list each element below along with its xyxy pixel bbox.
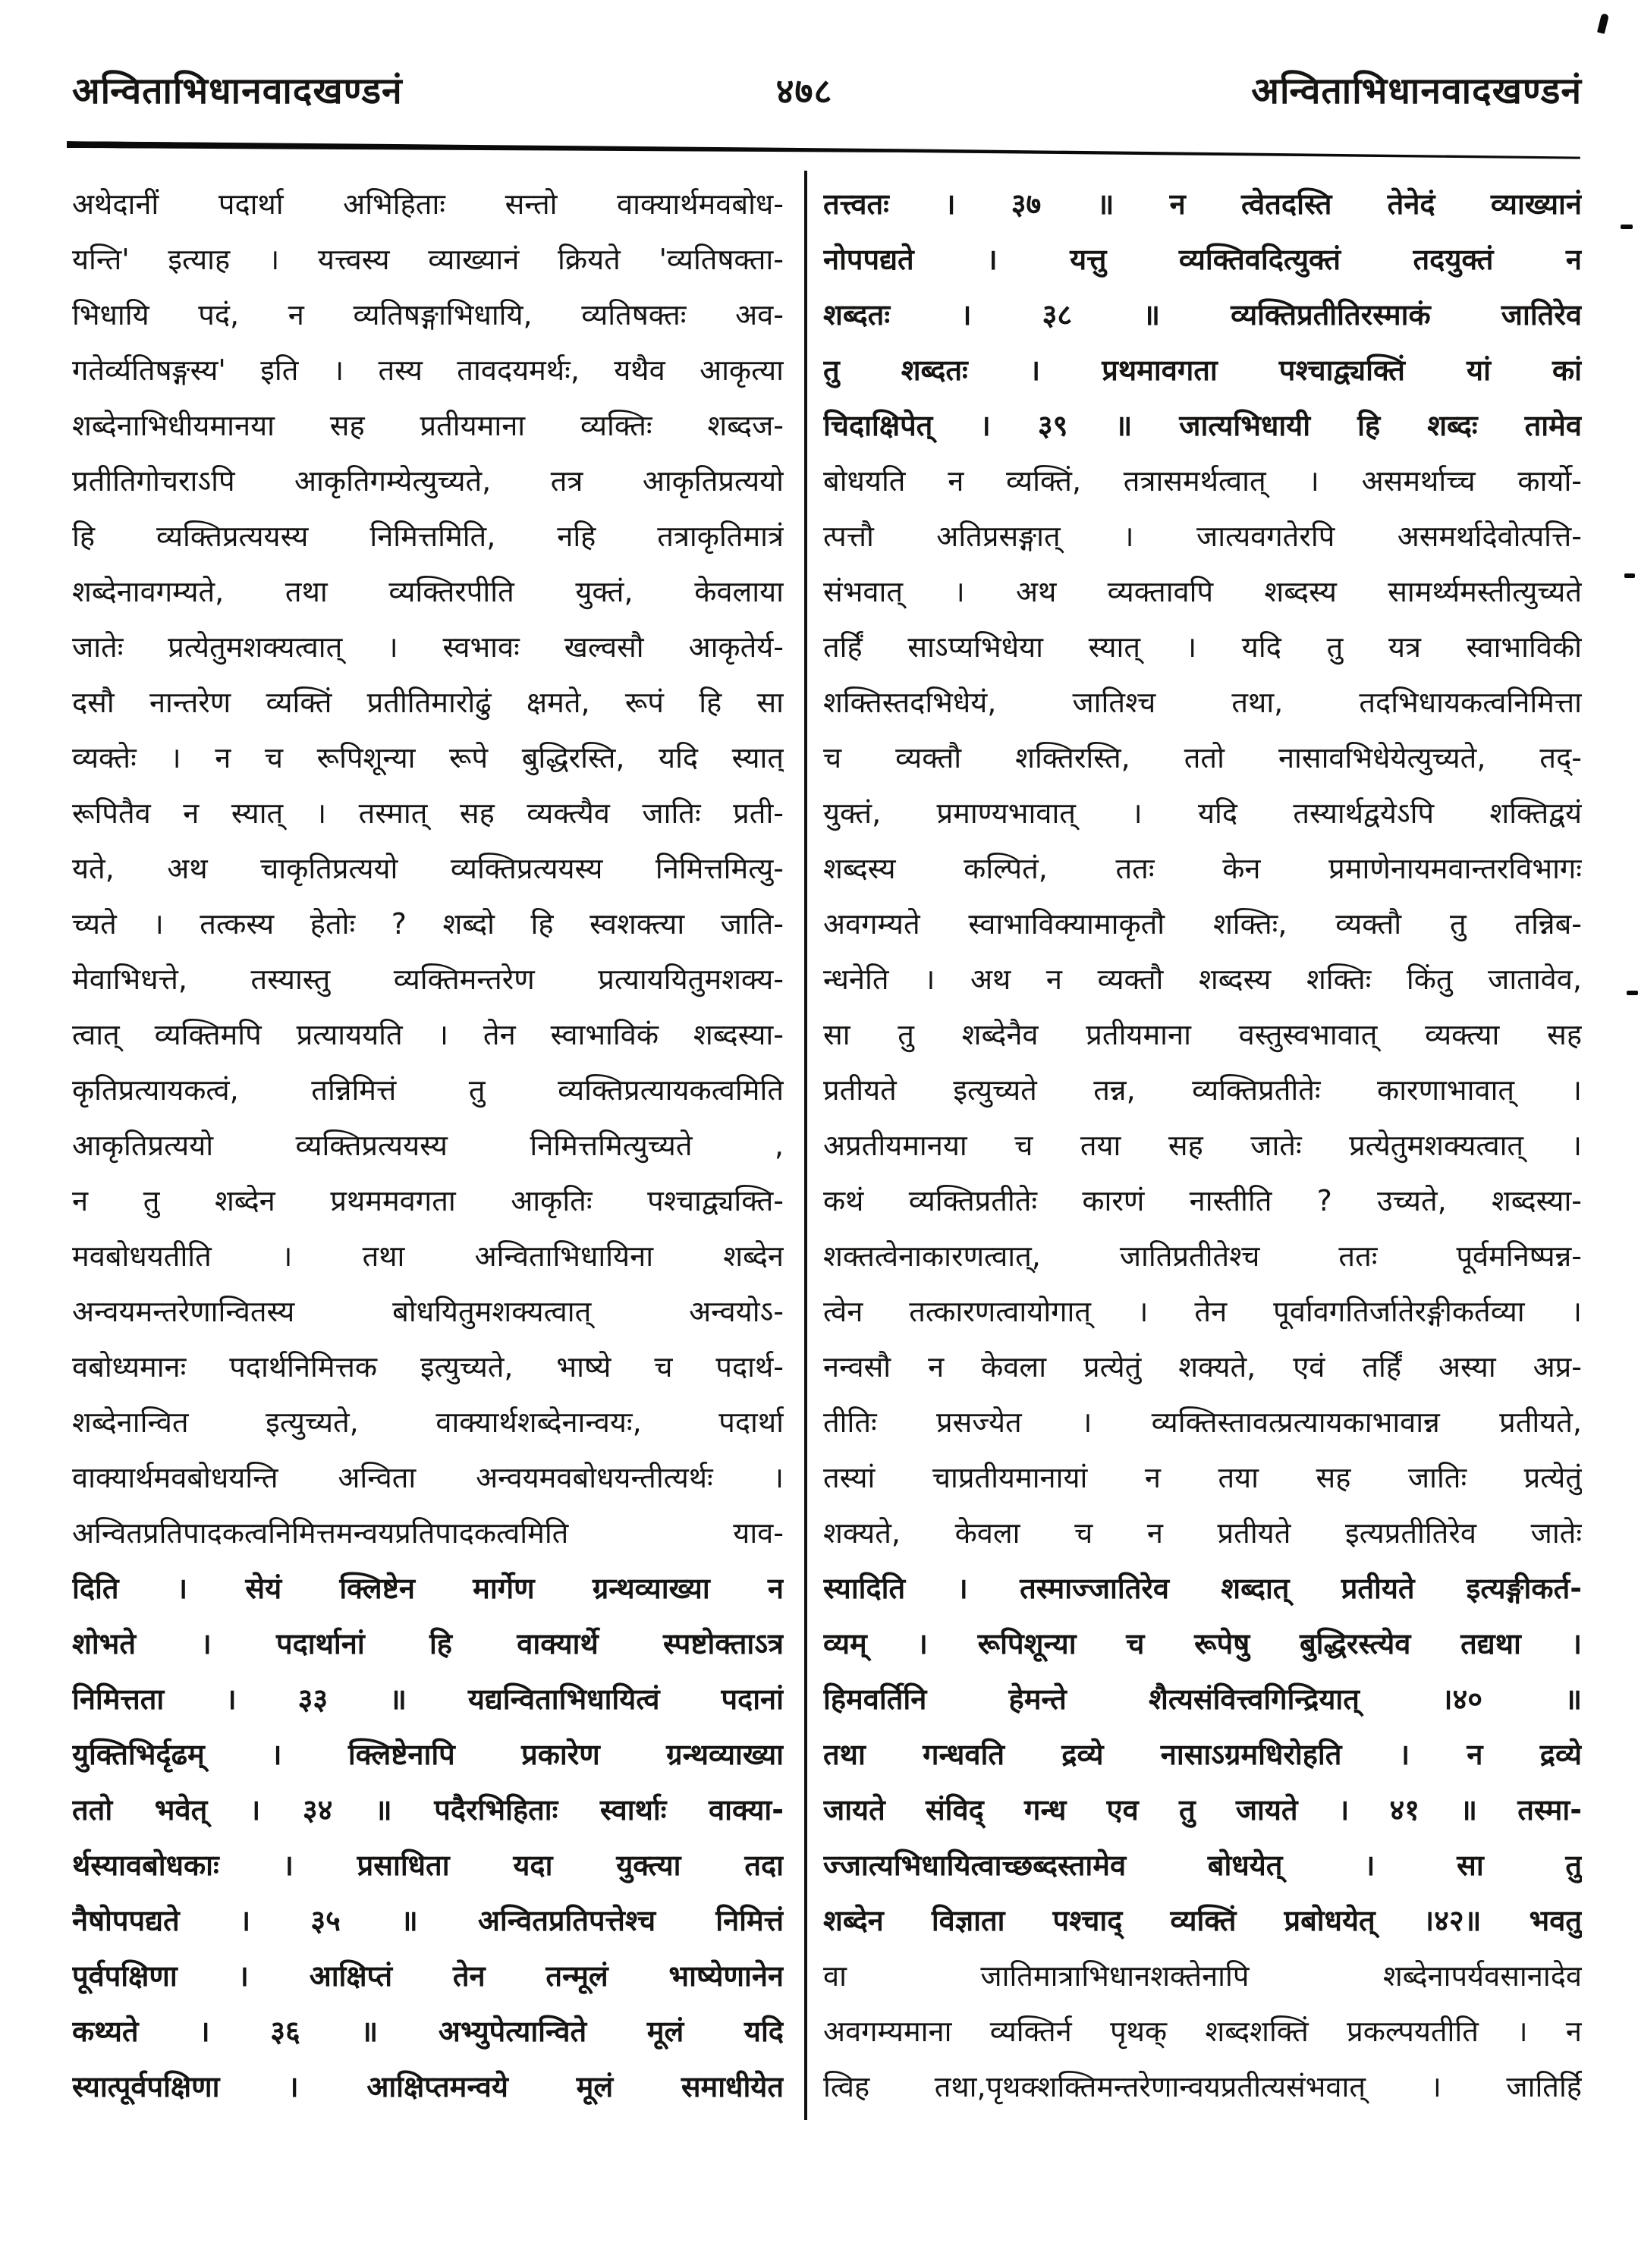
- text-line: न तु शब्देन प्रथममवगता आकृतिः पश्चाद्व्यक्ति-: [72, 1184, 784, 1217]
- text-line: शोभते । पदार्थानां हि वाक्यार्थे स्पष्टोक्ताऽत्र: [72, 1627, 784, 1660]
- text-line: र्थस्यावबोधकाः । प्रसाधिता यदा युक्त्या तदा: [72, 1849, 784, 1882]
- text-line: आकृतिप्रत्ययो व्यक्तिप्रत्ययस्य निमित्तमित्युच्यते ,: [72, 1129, 784, 1162]
- text-line: शक्तिस्तदभिधेयं, जातिश्च तथा, तदभिधायकत्वनिमित्ता: [823, 686, 1582, 719]
- text-line: स्यादिति । तस्माज्जातिरेव शब्दात् प्रतीयते इत्यङ्गीकर्त-: [823, 1572, 1582, 1605]
- text-line: तस्यां चाप्रतीयमानायां न तया सह जातिः प्रत्येतुं: [823, 1461, 1582, 1494]
- text-line: तीतिः प्रसज्येत । व्यक्तिस्तावत्प्रत्यायकाभावान्न प्रतीयते,: [823, 1406, 1582, 1439]
- text-line: शब्दस्य कल्पितं, ततः केन प्रमाणेनायमवान्तरविभागः: [823, 852, 1582, 885]
- text-line: गतेर्व्यतिषङ्गस्य' इति । तस्य तावदयमर्थः, यथैव आकृत्या: [72, 353, 784, 387]
- text-line: संभवात् । अथ व्यक्तावपि शब्दस्य सामर्थ्यमस्तीत्युच्यते: [823, 575, 1582, 608]
- text-line: अथेदानीं पदार्था अभिहिताः सन्तो वाक्यार्थमवबोध-: [72, 187, 784, 221]
- text-line: च व्यक्तौ शक्तिरस्ति, ततो नासावभिधेयेत्युच्यते, तद्-: [823, 741, 1582, 774]
- scan-speck: [1597, 13, 1609, 34]
- header-title-left: अन्विताभिधानवादखण्डनं: [72, 70, 403, 112]
- text-line: अप्रतीयमानया च तया सह जातेः प्रत्येतुमशक्यत्वात् ।: [823, 1129, 1582, 1162]
- text-line: दिति । सेयं क्लिष्टेन मार्गेण ग्रन्थव्याख्या न: [72, 1572, 784, 1605]
- text-line: शक्यते, केवला च न प्रतीयते इत्यप्रतीतिरेव जातेः: [823, 1516, 1582, 1550]
- text-line: दसौ नान्तरेण व्यक्तिं प्रतीतिमारोढुं क्षमते, रूपं हि सा: [72, 686, 784, 719]
- left-column: [72, 177, 784, 2115]
- column-divider: [804, 171, 807, 2120]
- text-line: रूपितैव न स्यात् । तस्मात् सह व्यक्त्यैव जातिः प्रती-: [72, 796, 784, 830]
- text-line: चिदाक्षिपेत् । ३९ ॥ जात्यभिधायी हि शब्दः तामेव: [823, 409, 1582, 442]
- text-line: बोधयति न व्यक्तिं, तत्रासमर्थत्वात् । असमर्थाच्च कार्यो-: [823, 464, 1582, 498]
- text-line: शक्तत्वेनाकारणत्वात्, जातिप्रतीतेश्च ततः पूर्वमनिष्पन्न-: [823, 1239, 1582, 1273]
- page-number: ४७८: [775, 71, 833, 112]
- text-line: मवबोधयतीति । तथा अन्विताभिधायिना शब्देन: [72, 1239, 784, 1273]
- text-line: यते, अथ चाकृतिप्रत्ययो व्यक्तिप्रत्ययस्य निमित्तमित्यु-: [72, 852, 784, 885]
- text-line: भिधायि पदं, न व्यतिषङ्गाभिधायि, व्यतिषक्तः अव-: [72, 298, 784, 331]
- text-line: पूर्वपक्षिणा । आक्षिप्तं तेन तन्मूलं भाष्येणानेन: [72, 1959, 784, 1993]
- text-line: नन्वसौ न केवला प्रत्येतुं शक्यते, एवं तर्हिं अस्या अप्र-: [823, 1350, 1582, 1384]
- text-line: कथ्यते । ३६ ॥ अभ्युपेत्यान्विते मूलं यदि: [72, 2015, 784, 2048]
- text-line: तथा गन्धवति द्रव्ये नासाऽग्रमधिरोहति । न द्रव्ये: [823, 1738, 1582, 1771]
- text-line: हि व्यक्तिप्रत्ययस्य निमित्तमिति, नहि तत्राकृतिमात्रं: [72, 520, 784, 553]
- scan-mark: [1627, 991, 1638, 995]
- text-line: न्धनेति । अथ न व्यक्तौ शब्दस्य शक्तिः किंतु जातावेव,: [823, 963, 1582, 996]
- header-title-right: अन्विताभिधानवादखण्डनं: [1251, 70, 1582, 112]
- text-line: शब्देनान्वित इत्युच्यते, वाक्यार्थशब्देनान्वयः, पदार्था: [72, 1406, 784, 1439]
- text-line: नैषोपपद्यते । ३५ ॥ अन्वितप्रतिपत्तेश्च निमित्तं: [72, 1904, 784, 1937]
- text-line: अन्वितप्रतिपादकत्वनिमित्तमन्वयप्रतिपादकत्वमिति याव-: [72, 1516, 784, 1550]
- text-line: निमित्तता । ३३ ॥ यद्यन्विताभिधायित्वं पदानां: [72, 1682, 784, 1716]
- text-line: वाक्यार्थमवबोधयन्ति अन्विता अन्वयमवबोधयन्तीत्यर्थः ।: [72, 1461, 784, 1494]
- text-line: युक्तं, प्रमाण्यभावात् । यदि तस्यार्थद्वयेऽपि शक्तिद्वयं: [823, 796, 1582, 830]
- text-line: जायते संविद् गन्ध एव तु जायते । ४१ ॥ तस्मा-: [823, 1793, 1582, 1827]
- text-line: कथं व्यक्तिप्रतीतेः कारणं नास्तीति ? उच्यते, शब्दस्या-: [823, 1184, 1582, 1217]
- text-line: व्यक्तेः । न च रूपिशून्या रूपे बुद्धिरस्ति, यदि स्यात्: [72, 741, 784, 774]
- text-line: च्यते । तत्कस्य हेतोः ? शब्दो हि स्वशक्त्या जाति-: [72, 907, 784, 941]
- text-line: सा तु शब्देनैव प्रतीयमाना वस्तुस्वभावात् व्यक्त्या सह: [823, 1018, 1582, 1051]
- text-line: शब्दतः । ३८ ॥ व्यक्तिप्रतीतिरस्माकं जातिरेव: [823, 298, 1582, 331]
- text-line: तर्हिं साऽप्यभिधेया स्यात् । यदि तु यत्र स्वाभाविकी: [823, 630, 1582, 664]
- text-line: जातेः प्रत्येतुमशक्यत्वात् । स्वभावः खल्वसौ आकृतेर्य-: [72, 630, 784, 664]
- text-line: त्पत्तौ अतिप्रसङ्गात् । जात्यवगतेरपि असमर्थादेवोत्पत्ति-: [823, 520, 1582, 553]
- scan-mark: [1624, 573, 1635, 578]
- text-line: ज्जात्यभिधायित्वाच्छब्दस्तामेव बोधयेत् । सा तु: [823, 1849, 1582, 1882]
- running-header: [72, 65, 1582, 115]
- text-line: तु शब्दतः । प्रथमावगता पश्चाद्व्यक्तिं यां कां: [823, 353, 1582, 387]
- text-line: युक्तिभिर्दृढम् । क्लिष्टेनापि प्रकारेण ग्रन्थव्याख्या: [72, 1738, 784, 1771]
- text-line: प्रतीतिगोचराऽपि आकृतिगम्येत्युच्यते, तत्र आकृतिप्रत्ययो: [72, 464, 784, 498]
- text-line: यन्ति' इत्याह । यत्त्वस्य व्याख्यानं क्रियते 'व्यतिषक्ता-: [72, 243, 784, 276]
- text-line: अवगम्यमाना व्यक्तिर्न पृथक् शब्दशक्तिं प्रकल्पयतीति । न: [823, 2015, 1582, 2048]
- text-line: ततो भवेत् । ३४ ॥ पदैरभिहिताः स्वार्थाः वाक्या-: [72, 1793, 784, 1827]
- text-line: नोपपद्यते । यत्तु व्यक्तिवदित्युक्तं तदयुक्तं न: [823, 243, 1582, 276]
- text-line: त्विह तथा,पृथक्शक्तिमन्तरेणान्वयप्रतीत्यसंभवात् । जातिर्हि: [823, 2070, 1582, 2103]
- text-line: शब्देनाभिधीयमानया सह प्रतीयमाना व्यक्तिः शब्दज-: [72, 409, 784, 442]
- text-line: शब्देन विज्ञाता पश्चाद् व्यक्तिं प्रबोधयेत् ।४२॥ भवतु: [823, 1904, 1582, 1937]
- text-line: तत्त्वतः । ३७ ॥ न त्वेतदस्ति तेनेदं व्याख्यानं: [823, 187, 1582, 221]
- header-rule: [67, 141, 1580, 160]
- text-line: शब्देनावगम्यते, तथा व्यक्तिरपीति युक्तं, केवलाया: [72, 575, 784, 608]
- scan-mark: [1621, 225, 1633, 229]
- text-line: व्यम् । रूपिशून्या च रूपेषु बुद्धिरस्त्येव तद्यथा ।: [823, 1627, 1582, 1660]
- text-line: वबोध्यमानः पदार्थनिमित्तक इत्युच्यते, भाष्ये च पदार्थ-: [72, 1350, 784, 1384]
- text-line: त्वेन तत्कारणत्वायोगात् । तेन पूर्वावगतिर्जातेरङ्गीकर्तव्या ।: [823, 1295, 1582, 1328]
- text-line: वा जातिमात्राभिधानशक्तेनापि शब्देनापर्यवसानादेव: [823, 1959, 1582, 1993]
- right-column: [823, 177, 1582, 2115]
- text-line: मेवाभिधत्ते, तस्यास्तु व्यक्तिमन्तरेण प्रत्याययितुमशक्य-: [72, 963, 784, 996]
- text-line: अवगम्यते स्वाभाविक्यामाकृतौ शक्तिः, व्यक्तौ तु तन्निब-: [823, 907, 1582, 941]
- text-line: हिमवर्तिनि हेमन्ते शैत्यसंवित्त्वगिन्द्रियात् ।४० ॥: [823, 1682, 1582, 1716]
- text-line: कृतिप्रत्यायकत्वं, तन्निमित्तं तु व्यक्तिप्रत्यायकत्वमिति: [72, 1073, 784, 1107]
- text-line: स्यात्पूर्वपक्षिणा । आक्षिप्तमन्वये मूलं समाधीयेत: [72, 2070, 784, 2103]
- text-line: प्रतीयते इत्युच्यते तन्न, व्यक्तिप्रतीतेः कारणाभावात् ।: [823, 1073, 1582, 1107]
- text-line: त्वात् व्यक्तिमपि प्रत्याययति । तेन स्वाभाविकं शब्दस्या-: [72, 1018, 784, 1051]
- text-line: अन्वयमन्तरेणान्वितस्य बोधयितुमशक्यत्वात् अन्वयोऽ-: [72, 1295, 784, 1328]
